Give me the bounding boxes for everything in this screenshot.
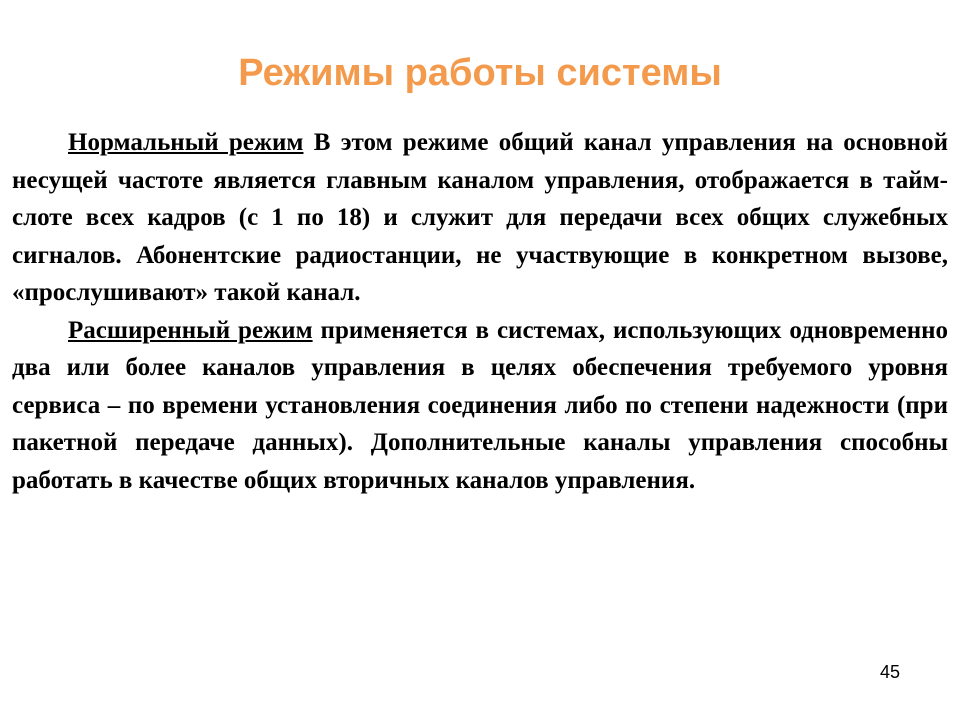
paragraph-normal-mode <box>12 124 948 312</box>
page-number: 45 <box>879 662 901 682</box>
slide-title: Режимы работы системы <box>238 52 722 94</box>
term-extended-mode: Расширенный режим <box>68 316 313 344</box>
paragraph-normal-mode-text: В этом режиме общий канал управления на основной несущей частоте является главным каналом управления, отображается в тайм-слоте всех кадров (с 1 по 18) и служит для передачи всех общих служебных сигналов. Абонентские радиостанции, не участвующие в конкретном вызове, «прослушивают» такой канал. <box>12 129 948 306</box>
paragraph-extended-mode-text: применяется в системах, использующих одновременно два или более каналов управления в целях обеспечения требуемого уровня сервиса – по времени установления соединения либо по степени надежности (при пакетной передаче данных). Дополнительные каналы управления способны работать в качестве общих вторичных каналов управления. <box>12 316 948 494</box>
slide-body <box>12 124 948 499</box>
term-normal-mode: Нормальный режим <box>68 129 304 156</box>
paragraph-extended-mode <box>12 312 948 500</box>
